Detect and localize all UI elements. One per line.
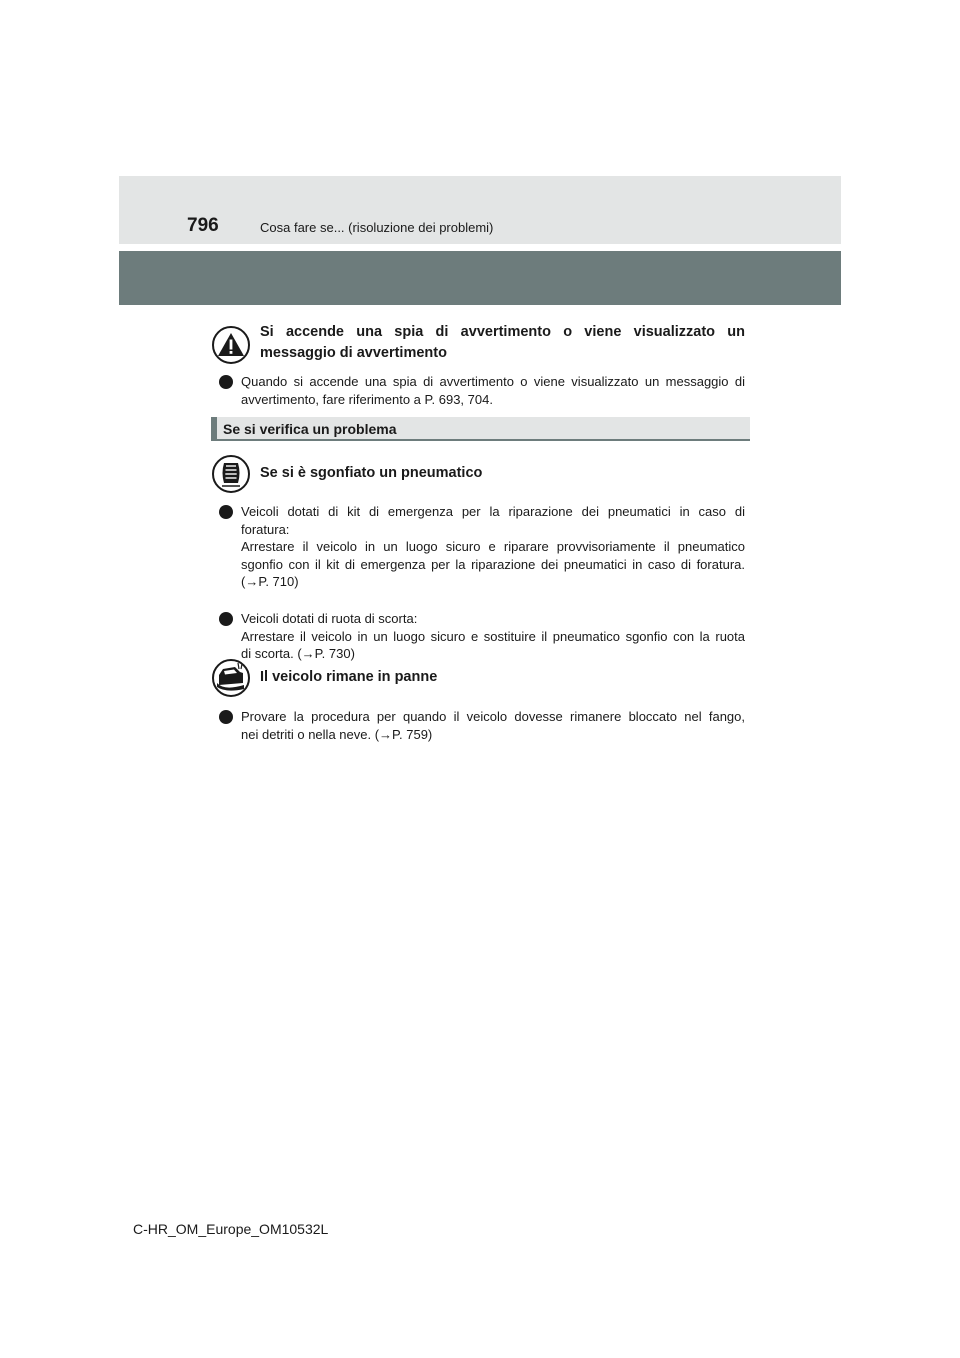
section-subheading [211, 417, 750, 441]
bullet [219, 710, 233, 724]
text-line: sgonfio con il kit di emergenza per la riparazione dei pneumatici in caso di foratura. [241, 556, 745, 572]
bullet [219, 375, 233, 389]
flat-tire-paragraph-2 [241, 610, 745, 663]
text-line: Veicoli dotati di ruota di scorta: [241, 611, 418, 626]
text-line: Quando si accende una spia di avvertimento o viene visualizzato un messaggio di [241, 374, 745, 389]
warning-heading: Si accende una spia di avvertimento o viene visualizzato un messaggio di avvertimento [260, 324, 745, 361]
warning-triangle-icon [212, 326, 250, 364]
text-line: (→P. 710) [241, 574, 299, 589]
text-line: Veicoli dotati di kit di emergenza per la riparazione dei pneumatici in caso di [241, 504, 745, 519]
text-line: nei detriti o nella neve. (→P. 759) [241, 726, 433, 742]
text-line: Provare la procedura per quando il veicolo dovesse rimanere bloccato nel fango, [241, 709, 745, 724]
text-line: Arrestare il veicolo in un luogo sicuro e riparare provvisoriamente il pneumatico [241, 539, 745, 554]
bullet [219, 612, 233, 626]
text-line: Arrestare il veicolo in un luogo sicuro e sostituire il pneumatico sgonfio con la ruota [241, 628, 745, 644]
warning-paragraph [241, 373, 745, 408]
flat-tire-heading: Se si è sgonfiato un pneumatico [260, 465, 483, 481]
flat-tire-icon [212, 455, 250, 493]
stuck-car-icon [212, 659, 250, 697]
text-line: avvertimento, fare riferimento a P. 693, 704. [241, 391, 493, 407]
running-title: Cosa fare se... (risoluzione dei problemi) [260, 220, 494, 235]
document-code: C-HR_OM_Europe_OM10532L [133, 1221, 329, 1237]
section-bar [119, 251, 841, 305]
page-number: 796 [187, 215, 219, 236]
text-line: di scorta. (→P. 730) [241, 646, 355, 661]
text-line: foratura: [241, 521, 290, 537]
stuck-heading: Il veicolo rimane in panne [260, 669, 438, 685]
bullet [219, 505, 233, 519]
stuck-paragraph [241, 708, 745, 743]
subheading-label: Se si verifica un problema [223, 421, 397, 437]
flat-tire-paragraph-1 [241, 503, 745, 591]
